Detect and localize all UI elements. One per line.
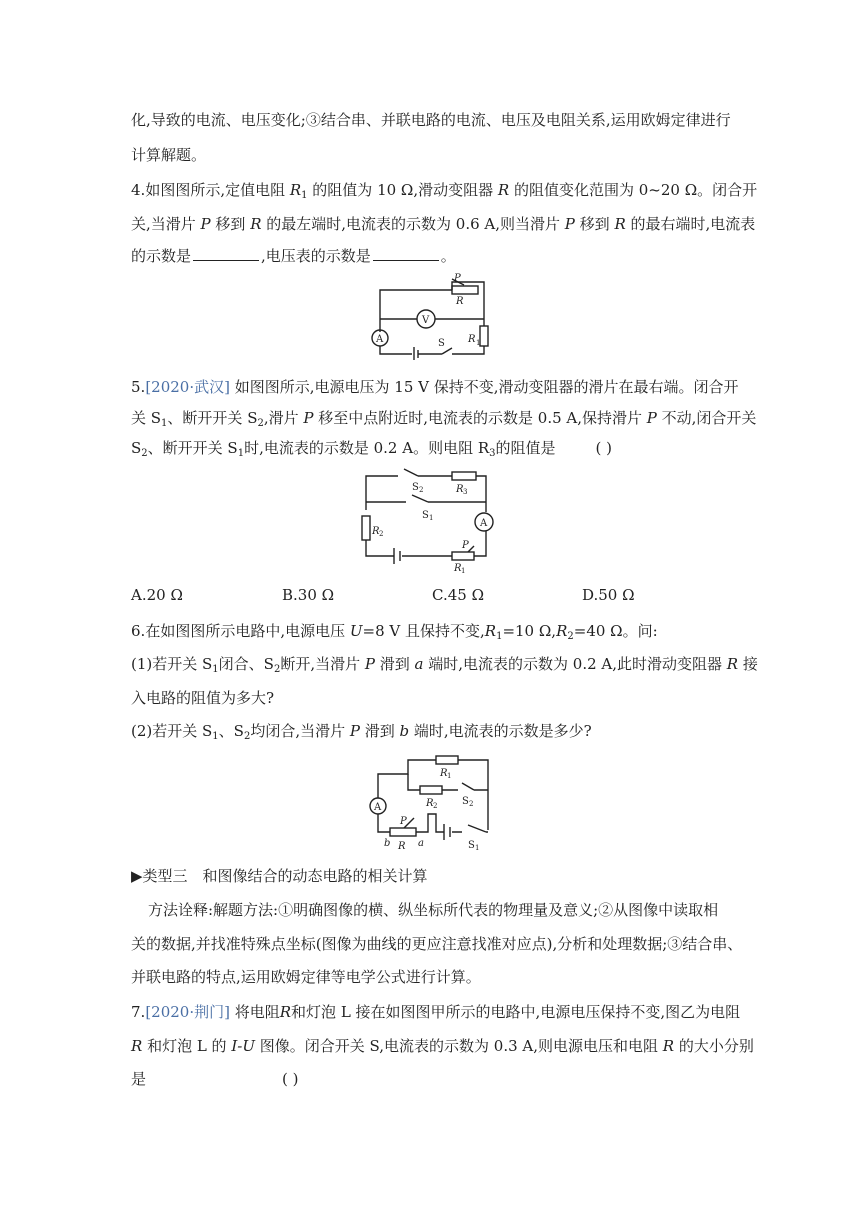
- q4-text: 移到: [574, 215, 615, 233]
- q6-a-symbol: a: [414, 655, 424, 673]
- q6-text: 接: [738, 655, 758, 673]
- q7-source: [2020·荆门]: [145, 1003, 230, 1021]
- q6-text: (2)若开关 S: [131, 722, 213, 740]
- label-p: P: [400, 816, 407, 827]
- q5-answer-paren[interactable]: ( ): [595, 439, 613, 457]
- label-s2-sub: 2: [469, 800, 474, 808]
- label-a: A: [480, 518, 488, 529]
- label-r1-sub: 1: [461, 567, 466, 575]
- q5-text: 的阻值是: [495, 439, 556, 457]
- type3-title: 类型三 和图像结合的动态电路的相关计算: [142, 867, 428, 885]
- q4-text: 如图图所示,定值电阻: [145, 181, 290, 199]
- q4-r1-sub: 1: [301, 190, 308, 201]
- q6-u-symbol: U: [349, 622, 363, 640]
- q4-line-1: [131, 180, 757, 200]
- type3-method-line-2: 关的数据,并找准特殊点坐标(图像为曲线的更应注意找准对应点),分析和处理数据;③结合串、: [131, 935, 743, 953]
- resistor-r2: [362, 516, 370, 540]
- q7-r-symbol: R: [131, 1037, 143, 1055]
- q6-text: 滑到: [374, 655, 415, 673]
- q4-p-symbol: P: [200, 215, 211, 233]
- q6-sub: 1: [212, 731, 219, 742]
- label-s2-sub: 2: [419, 486, 424, 494]
- label-r3: R: [456, 484, 464, 495]
- q4-text: 的最右端时,电流表: [625, 215, 756, 233]
- q7-text: 将电阻: [229, 1003, 280, 1021]
- label-b: b: [384, 838, 391, 849]
- q5-text: S: [131, 439, 142, 457]
- q5-sub: 2: [141, 448, 148, 459]
- q4-number: 4.: [131, 181, 146, 199]
- q5-text: 不动,闭合开关: [656, 409, 757, 427]
- label-a: A: [374, 802, 382, 813]
- q7-r-symbol: R: [279, 1003, 292, 1021]
- q5-sub: 1: [161, 418, 168, 429]
- battery: [394, 548, 400, 564]
- label-r: R: [456, 296, 464, 307]
- q5-number: 5.: [131, 378, 146, 396]
- q4-text: 的阻值为 10 Ω,滑动变阻器: [307, 181, 498, 199]
- label-p: P: [454, 273, 461, 284]
- q5-line-2: [131, 408, 756, 428]
- intro-line-1: 化,导致的电流、电压变化;③结合串、并联电路的电流、电压及电阻关系,运用欧姆定律进行: [131, 111, 731, 129]
- q5-text: 移至中点附近时,电流表的示数是 0.5 A,保持滑片: [313, 409, 647, 427]
- q7-r-symbol: R: [662, 1037, 675, 1055]
- q4-text: 的示数是: [131, 247, 192, 265]
- q4-r-symbol: R: [497, 181, 510, 199]
- q6-sub: 2: [273, 664, 281, 675]
- q5-text: 、断开开关 S: [147, 439, 238, 457]
- label-r1: R: [440, 768, 448, 779]
- q7-text: 图像。闭合开关 S,电流表的示数为 0.3 A,则电源电压和电阻: [254, 1037, 663, 1055]
- label-r2: R: [426, 798, 434, 809]
- battery: [414, 347, 418, 360]
- rheostat-r: [390, 828, 416, 836]
- label-s2: S: [412, 482, 419, 493]
- intro-line-2: 计算解题。: [131, 146, 207, 164]
- q7-text: 和灯泡 L 接在如图图甲所示的电路中,电源电压保持不变,图乙为电阻: [291, 1003, 741, 1021]
- q6-text: =40 Ω。问:: [573, 622, 658, 640]
- label-s2: S: [462, 796, 469, 807]
- q6-part1-line-1: [131, 654, 758, 674]
- q5-source: [2020·武汉]: [145, 378, 230, 396]
- q4-text: 的最左端时,电流表的示数为 0.6 A,则当滑片: [261, 215, 565, 233]
- q5-text: 时,电流表的示数是 0.2 A。则电阻 R: [244, 439, 490, 457]
- resistor-r1: [436, 756, 458, 764]
- label-r3-sub: 3: [463, 488, 468, 496]
- q5-text: 、断开开关 S: [167, 409, 258, 427]
- q5-p-symbol: P: [646, 409, 657, 427]
- q6-text: 滑到: [359, 722, 400, 740]
- q5-p-symbol: P: [303, 409, 314, 427]
- q5-option-c[interactable]: C.45 Ω: [432, 586, 485, 604]
- q6-text: 在如图图所示电路中,电源电压: [145, 622, 350, 640]
- q6-number: 6.: [131, 622, 146, 640]
- q6-sub: 2: [567, 631, 574, 642]
- q5-line-1: [131, 377, 739, 397]
- label-s1: S: [468, 840, 475, 851]
- q6-r-symbol: R: [484, 622, 497, 640]
- q6-text: (1)若开关 S: [131, 655, 213, 673]
- q6-text: 断开,当滑片: [280, 655, 365, 673]
- q4-r-symbol: R: [250, 215, 262, 233]
- q4-p-symbol: P: [564, 215, 575, 233]
- q5-option-a[interactable]: A.20 Ω: [131, 586, 183, 604]
- q6-b-symbol: b: [399, 722, 410, 740]
- q6-text: 闭合、S: [218, 655, 274, 673]
- q4-answer-blank-1[interactable]: [193, 248, 259, 261]
- q4-line-3: [131, 246, 456, 266]
- q6-sub: 1: [212, 664, 219, 675]
- q6-text: 端时,电流表的示数为 0.2 A,此时滑动变阻器: [423, 655, 727, 673]
- q7-line-1: [131, 1002, 740, 1022]
- q5-text: 如图图所示,电源电压为 15 V 保持不变,滑动变阻器的滑片在最右端。闭合开: [229, 378, 739, 396]
- label-r2-sub: 2: [433, 802, 438, 810]
- q7-iu-symbol: I-U: [231, 1037, 255, 1055]
- q5-text: 关 S: [131, 409, 162, 427]
- label-r1-sub: 1: [476, 339, 481, 347]
- q5-option-b[interactable]: B.30 Ω: [282, 586, 335, 604]
- q5-circuit-diagram: [356, 468, 498, 576]
- rheostat: [452, 286, 478, 294]
- q4-circuit-diagram: [368, 272, 496, 360]
- q7-answer-paren[interactable]: ( ): [282, 1070, 299, 1088]
- label-s1: S: [422, 510, 429, 521]
- q6-text: 均闭合,当滑片: [250, 722, 350, 740]
- battery: [444, 824, 450, 840]
- q6-line-1: [131, 621, 658, 641]
- q6-text: =10 Ω,: [502, 622, 557, 640]
- q4-text: ,电压表的示数是: [261, 247, 371, 265]
- label-v: V: [422, 315, 430, 326]
- q4-line-2: [131, 214, 755, 234]
- q4-text: 移到: [210, 215, 251, 233]
- label-s1-sub: 1: [429, 514, 434, 522]
- label-r1: R: [468, 334, 476, 345]
- q6-text: 、S: [218, 722, 244, 740]
- rheostat-r1: [452, 552, 474, 560]
- label-r1-sub: 1: [447, 772, 452, 780]
- q6-sub: 2: [243, 731, 251, 742]
- q7-line-3: [131, 1069, 299, 1089]
- label-r1: R: [454, 563, 462, 574]
- type3-method-line-1: 方法诠释:解题方法:①明确图像的横、纵坐标所代表的物理量及意义;②从图像中读取相: [148, 901, 719, 919]
- q5-text: ,滑片: [263, 409, 304, 427]
- resistor-r2: [420, 786, 442, 794]
- q6-sub: 1: [496, 631, 503, 642]
- label-s: S: [438, 338, 445, 349]
- q5-sub: 1: [237, 448, 245, 459]
- q6-text: =8 V 且保持不变,: [362, 622, 485, 640]
- label-r: R: [398, 841, 406, 852]
- q6-r-symbol: R: [556, 622, 568, 640]
- q5-sub: 3: [489, 448, 496, 459]
- q7-line-2: [131, 1036, 754, 1056]
- q4-text: 关,当滑片: [131, 215, 201, 233]
- q6-text: 端时,电流表的示数是多少?: [409, 722, 592, 740]
- q6-p-symbol: P: [364, 655, 375, 673]
- q4-text: 的阻值变化范围为 0~20 Ω。闭合开: [509, 181, 758, 199]
- label-p: P: [462, 540, 469, 551]
- q5-sub: 2: [257, 418, 264, 429]
- q7-text: 和灯泡 L 的: [142, 1037, 232, 1055]
- q4-r1-symbol: R: [289, 181, 302, 199]
- resistor-r1: [480, 326, 488, 346]
- type3-method-line-3: 并联电路的特点,运用欧姆定律等电学公式进行计算。: [131, 968, 481, 986]
- label-s1-sub: 1: [475, 844, 480, 852]
- type3-heading: [131, 866, 428, 886]
- q5-option-d[interactable]: D.50 Ω: [582, 586, 635, 604]
- q6-p-symbol: P: [349, 722, 360, 740]
- label-a-end: a: [418, 838, 424, 849]
- q6-circuit-diagram: [362, 752, 496, 852]
- q4-r-symbol: R: [614, 215, 626, 233]
- q4-text: 。: [440, 247, 456, 265]
- q5-line-3: [131, 438, 612, 458]
- resistor-r3: [452, 472, 476, 480]
- label-a: A: [376, 334, 384, 345]
- q4-answer-blank-2[interactable]: [373, 248, 439, 261]
- q7-number: 7.: [131, 1003, 146, 1021]
- q7-text: 是: [131, 1070, 147, 1088]
- label-r2: R: [372, 526, 380, 537]
- q6-part1-line-2: 入电路的阻值为多大?: [131, 689, 275, 707]
- triangle-icon: ▶: [131, 867, 143, 885]
- q6-r-symbol: R: [726, 655, 739, 673]
- q6-part2-line: [131, 721, 592, 741]
- label-r2-sub: 2: [379, 530, 384, 538]
- q7-text: 的大小分别: [674, 1037, 754, 1055]
